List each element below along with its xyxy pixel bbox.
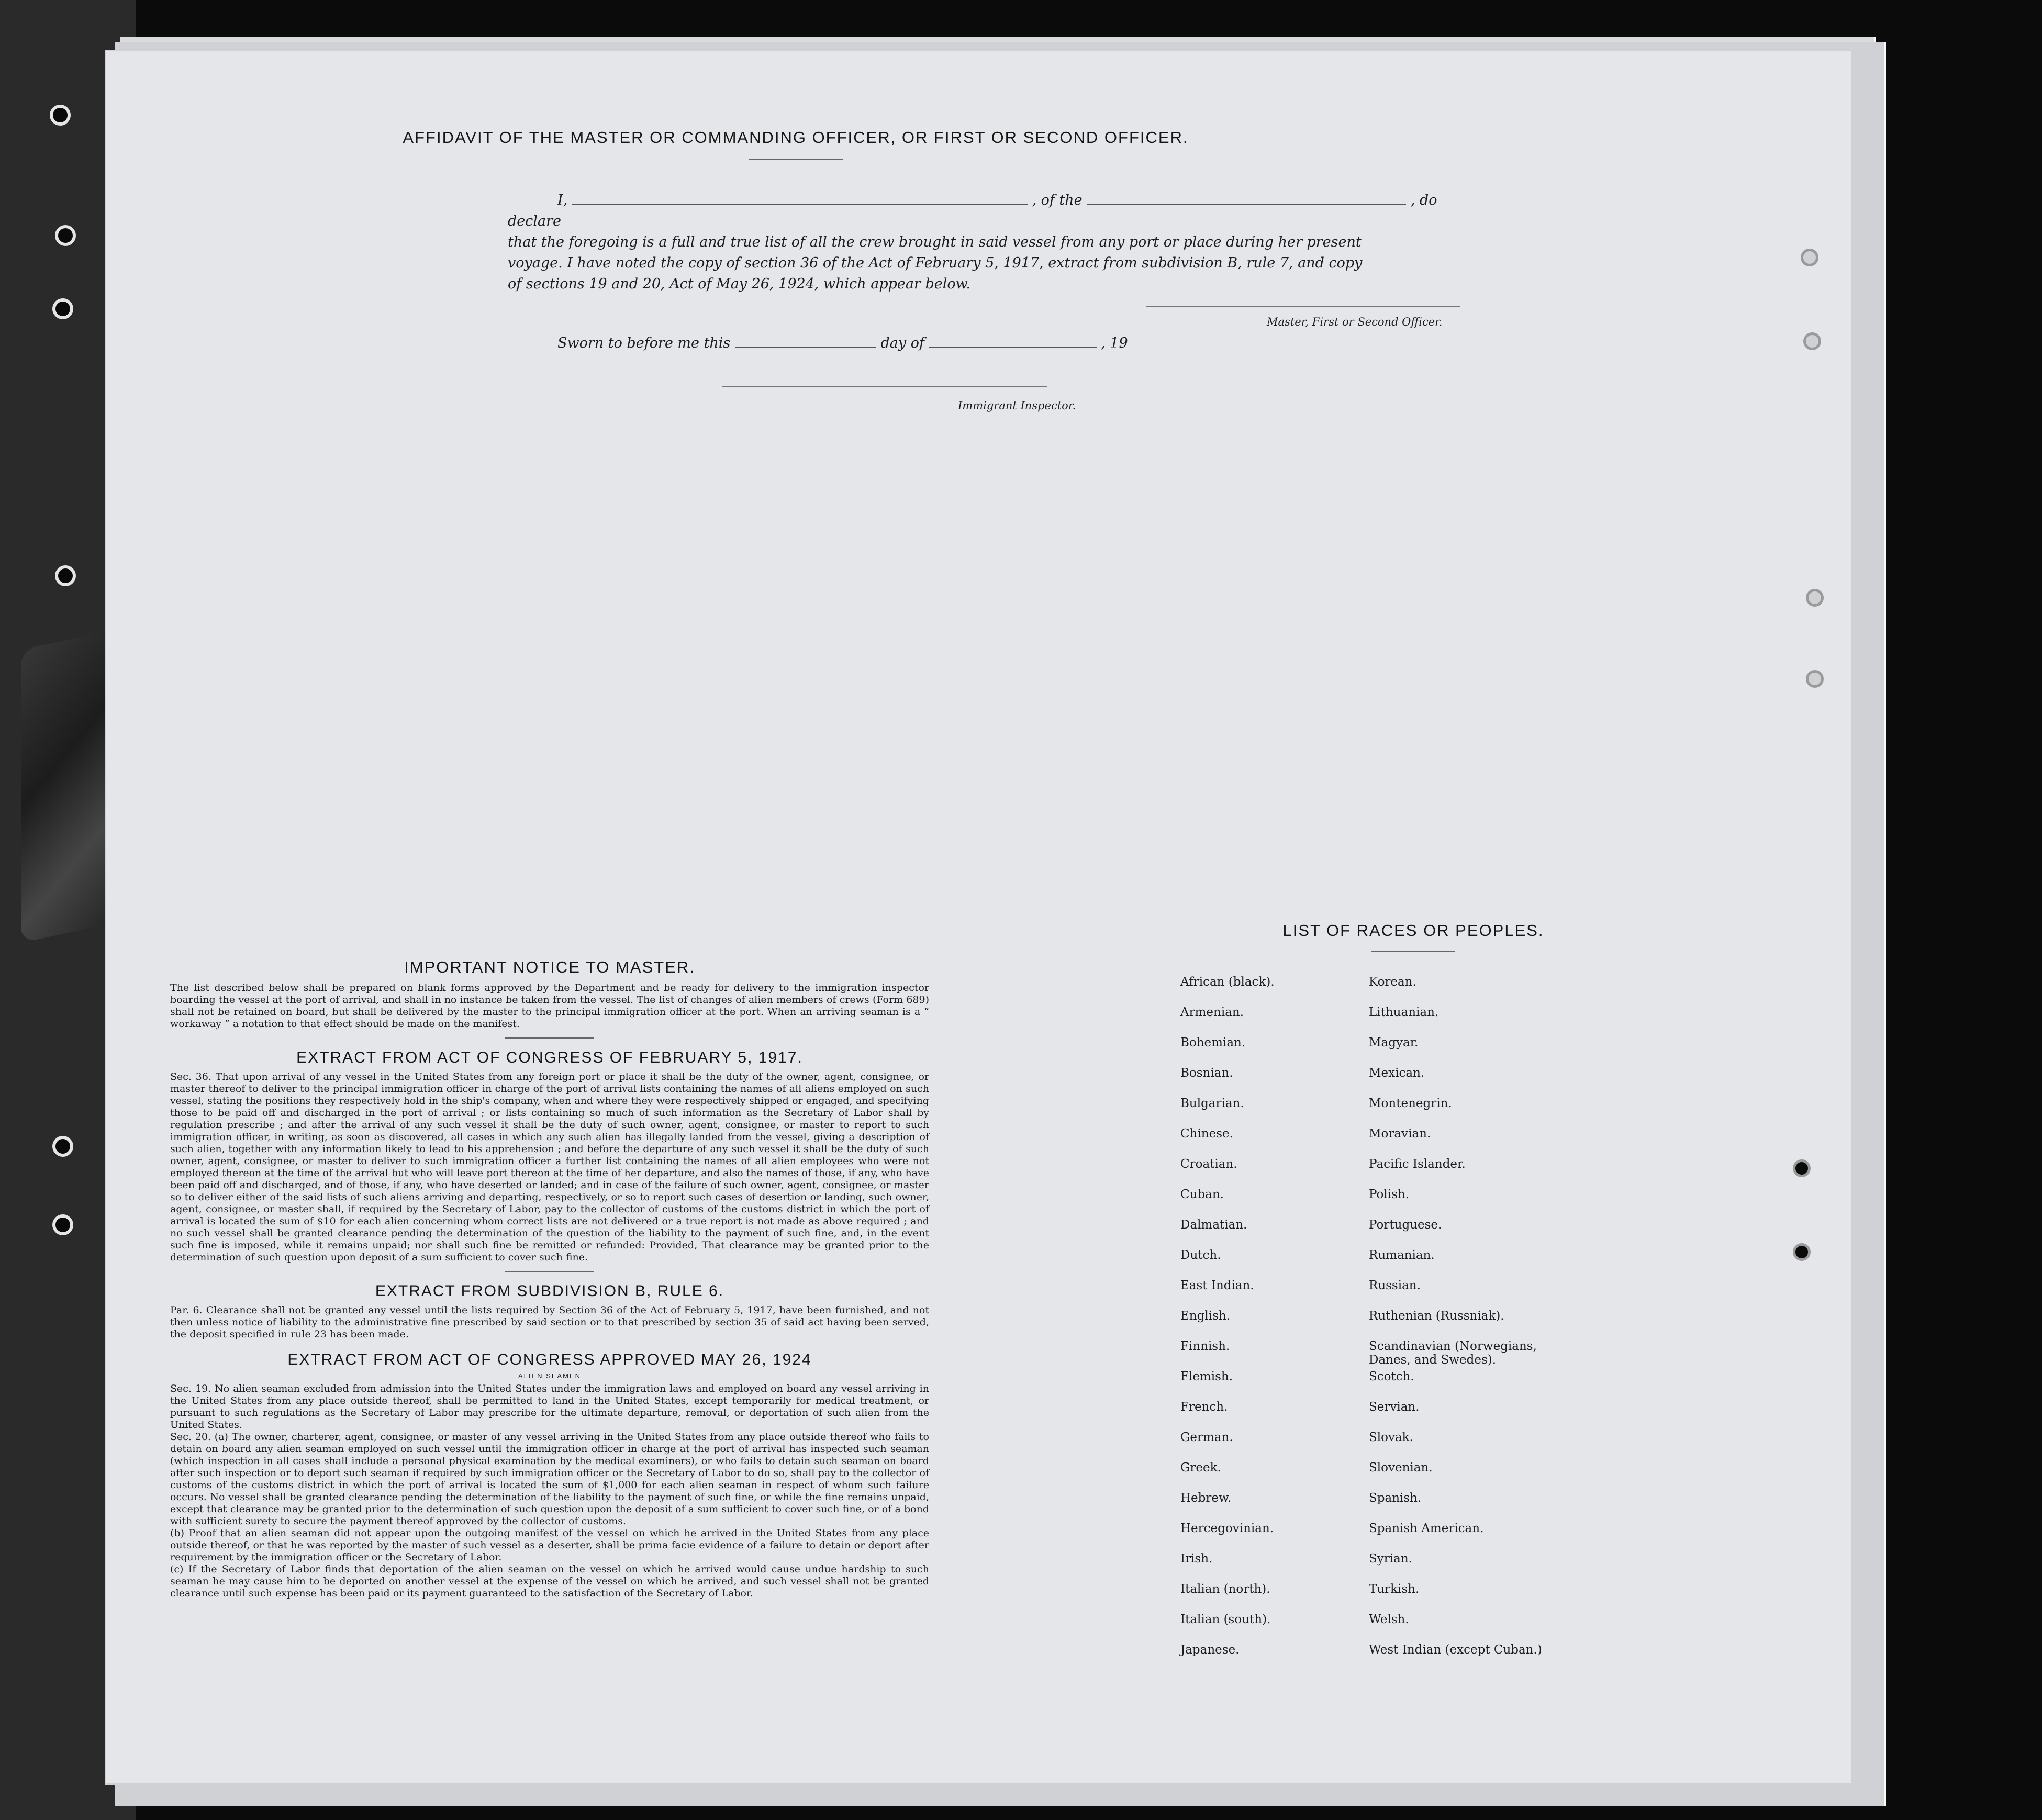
extract-rule6-heading: EXTRACT FROM SUBDIVISION B, RULE 6. <box>375 1282 724 1300</box>
divider <box>505 1037 594 1039</box>
race-item: Greek. <box>1180 1461 1221 1475</box>
race-item: African (black). <box>1180 975 1275 989</box>
race-item: Flemish. <box>1180 1370 1233 1383</box>
name-blank <box>572 204 1028 205</box>
race-item: Italian (south). <box>1180 1613 1271 1626</box>
race-item: Italian (north). <box>1180 1582 1270 1596</box>
inspector-label: Immigrant Inspector. <box>958 399 1076 412</box>
master-signature-label: Master, First or Second Officer. <box>1267 316 1443 328</box>
binder-hole <box>52 1136 73 1157</box>
race-item: Pacific Islander. <box>1369 1157 1466 1171</box>
legal-notices <box>170 958 929 1600</box>
sworn-label: Sworn to before me this <box>557 335 731 351</box>
affidavit-heading: AFFIDAVIT OF THE MASTER OR COMMANDING OFFICER, OR FIRST OR SECOND OFFICER. <box>403 128 1189 147</box>
i-label: I, <box>557 192 568 208</box>
race-item: East Indian. <box>1180 1279 1254 1292</box>
inspector-signature-line <box>722 386 1047 387</box>
divider <box>1371 951 1455 952</box>
extract-1924-heading: EXTRACT FROM ACT OF CONGRESS APPROVED MAY 26, 1924 <box>287 1351 812 1368</box>
sec19-text: Sec. 19. No alien seaman excluded from admission into the United States under the immigration laws and employed on board any vessel arriving in the United States from any place outside thereof, shall be permitted to land in the United States, except temporarily for medical treatment, or pursuant to such regulations as the Secretary of Labor may prescribe for the ultimate departure, removal, or deportation of such alien from the United States. <box>170 1383 929 1431</box>
race-item: Montenegrin. <box>1369 1097 1452 1110</box>
race-item: German. <box>1180 1431 1233 1444</box>
master-signature-line <box>1146 306 1460 307</box>
affidavit-section <box>105 128 1487 160</box>
affidavit-text-line: voyage. I have noted the copy of section 36 of the Act of February 5, 1917, extract from subdivision B, rule 7, and copy <box>508 255 1363 271</box>
race-item: Portuguese. <box>1369 1218 1442 1232</box>
race-item: Hercegovinian. <box>1180 1522 1274 1535</box>
affidavit-text-line: of sections 19 and 20, Act of May 26, 1924, which appear below. <box>508 276 971 292</box>
race-item: Irish. <box>1180 1552 1213 1566</box>
sworn-line <box>557 335 1128 351</box>
month-blank <box>929 347 1097 348</box>
do-declare-label: , do declare <box>508 192 1437 229</box>
page-hole <box>1793 1243 1811 1261</box>
race-item: Scotch. <box>1369 1370 1414 1383</box>
race-item: Welsh. <box>1369 1613 1409 1626</box>
races-left-column <box>1180 975 1275 1673</box>
race-item: Hebrew. <box>1180 1491 1232 1505</box>
race-item: Dutch. <box>1180 1248 1221 1262</box>
page-hole <box>1803 332 1821 350</box>
race-item: Ruthenian (Russniak). <box>1369 1309 1504 1323</box>
race-item: Bosnian. <box>1180 1066 1233 1080</box>
race-item: Slovenian. <box>1369 1461 1433 1475</box>
race-item: Slovak. <box>1369 1431 1413 1444</box>
race-item: Spanish. <box>1369 1491 1422 1505</box>
race-item: Bulgarian. <box>1180 1097 1244 1110</box>
races-heading: LIST OF RACES OR PEOPLES. <box>1282 921 1544 940</box>
divider <box>749 159 843 160</box>
race-item: Japanese. <box>1180 1643 1240 1657</box>
manifest-page <box>105 50 1853 1785</box>
race-item: Rumanian. <box>1369 1248 1435 1262</box>
sec20c-text: (c) If the Secretary of Labor finds that deportation of the alien seaman on the vessel on which he arrived would cause undue hardship to such seaman he may cause him to be deported on another vessel at the expense of the vessel on which he arrived, and such vessel shall not be granted clearance until such expense has been paid or its payment guaranteed to the satisfaction of the Secretary of Labor. <box>170 1564 929 1599</box>
sec20b-text: (b) Proof that an alien seaman did not appear upon the outgoing manifest of the vessel on which he arrived in the United States from any place outside thereof, or that he was reported by the master of such vessel as a deserter, shall be prima facie evidence of a failure to detain or deport after requirement by the immigration officer or the Secretary of Labor. <box>170 1527 929 1563</box>
day-of-label: day of <box>880 335 924 351</box>
extract-rule6-text: Par. 6. Clearance shall not be granted any vessel until the lists required by Section 36 of the Act of February 5, 1917, have been furnished, and not then unless notice of liability to the administrative fine prescribed by said section or to that prescribed by section 35 of said act having been served, the deposit specified in rule 23 has been made. <box>170 1304 929 1340</box>
race-item: Polish. <box>1369 1188 1410 1201</box>
race-item: English. <box>1180 1309 1230 1323</box>
divider <box>505 1271 594 1272</box>
race-item: French. <box>1180 1400 1228 1414</box>
sec20a-text: Sec. 20. (a) The owner, charterer, agent, consignee, or master of any vessel arriving in the United States from any place outside thereof who fails to detain on board any alien seaman employed on such vessel until the immigration officer in charge at the port of arrival has inspected such seaman (which inspection in all cases shall include a personal physical examination by the medical examiners), or who fails to detain such seaman on board after such inspection or to deport such seaman if required by such immigration officer or the Secretary of Labor to do so, shall pay to the collector of customs of the customs district in which the port of arrival is located the sum of $1,000 for each alien seaman in respect of whom such failure occurs. No vessel shall be granted clearance pending the determination of the liability to the payment of such fine, or while the fine remains unpaid, except that clearance may be granted prior to the determination of such question upon the deposit of a sum sufficient to cover such fine, or of a bond with sufficient surety to secure the payment thereof approved by the collector of customs. <box>170 1431 929 1527</box>
alien-seamen-subheading: ALIEN SEAMEN <box>518 1372 582 1380</box>
race-item: Mexican. <box>1369 1066 1425 1080</box>
race-item: West Indian (except Cuban.) <box>1369 1643 1542 1657</box>
page-hole <box>1806 589 1824 607</box>
race-item: Croatian. <box>1180 1157 1237 1171</box>
binder-hole <box>55 565 76 586</box>
page-hole <box>1793 1159 1811 1177</box>
vessel-blank <box>1087 204 1406 205</box>
year-label: , 19 <box>1101 335 1128 351</box>
binder-hole <box>52 1214 73 1235</box>
race-item: Syrian. <box>1369 1552 1412 1566</box>
race-item: Scandinavian (Norwegians, Danes, and Swedes). <box>1369 1339 1537 1367</box>
declaration-line <box>508 190 1481 232</box>
affidavit-body <box>508 190 1481 295</box>
extract-1917-text: Sec. 36. That upon arrival of any vessel in the United States from any foreign port or place it shall be the duty of the owner, agent, consignee, or master thereof to deliver to the principal immigration officer in charge of the port of arrival lists containing the names of all aliens employed on such vessel, stating the positions they respectively hold in the ship's company, when and where they were respectively shipped or engaged, and specifying those to be paid off and discharged in the port of arrival ; or lists containing so much of such information as the Secretary of Labor shall by regulation prescribe ; and after the arrival of any such vessel it shall be the duty of such owner, agent, consignee, or master to report to such immigration officer, in writing, as soon as discovered, all cases in which any such alien has illegally landed from the vessel, giving a description of such alien, together with any information likely to lead to his apprehension ; and before the departure of any such vessel it shall be the duty of such owner, agent, consignee, or master to deliver to such immigration officer a further list containing the names of all alien employees who were not employed thereon at the time of the arrival but who will leave port thereon at the time of her departure, and also the names of those, if any, who have been paid off and discharged, and of those, if any, who have deserted or landed; and in case of the failure of such owner, agent, consignee, or master so to deliver either of the said lists of such aliens arriving and departing, respectively, or so to report such cases of desertion or landing, such owner, agent, consignee, or master shall, if required by the Secretary of Labor, pay to the collector of customs of the customs district in which the port of arrival is located the sum of $10 for each alien concerning whom correct lists are not delivered or a true report is not made as above required ; and no such vessel shall be granted clearance pending the determination of the question of the liability to the payment of such fine, and, in the event such fine is imposed, while it remains unpaid; nor shall such fine be remitted or refunded: Provided, That clearance may be granted prior to the determination of such question upon deposit of a sum sufficient to cover such fine. <box>170 1071 929 1263</box>
races-right-column <box>1369 975 1542 1673</box>
binder-hole <box>52 298 73 319</box>
binder-hole <box>50 105 71 126</box>
race-item: Lithuanian. <box>1369 1006 1439 1019</box>
extract-1917-heading: EXTRACT FROM ACT OF CONGRESS OF FEBRUARY 5, 1917. <box>296 1049 803 1066</box>
race-item: Bohemian. <box>1180 1036 1246 1049</box>
race-item: Servian. <box>1369 1400 1420 1414</box>
race-item: Magyar. <box>1369 1036 1419 1049</box>
race-item: Moravian. <box>1369 1127 1431 1141</box>
race-item: Russian. <box>1369 1279 1421 1292</box>
of-the-label: , of the <box>1032 192 1083 208</box>
notice-heading: IMPORTANT NOTICE TO MASTER. <box>404 958 695 976</box>
race-item: Cuban. <box>1180 1188 1224 1201</box>
race-item: Dalmatian. <box>1180 1218 1247 1232</box>
binder-hole <box>55 225 76 246</box>
race-item: Armenian. <box>1180 1006 1244 1019</box>
affidavit-text-line: that the foregoing is a full and true list of all the crew brought in said vessel from any port or place during her present <box>508 234 1362 250</box>
notice-text: The list described below shall be prepared on blank forms approved by the Department and be ready for delivery to the immigration inspector boarding the vessel at the port of arrival, and shall in no instance be taken from the vessel. The list of changes of alien members of crews (Form 689) shall not be retained on board, but shall be delivered by the master to the principal immigration officer at the port. When an arriving seaman is a “ workaway ” a notation to that effect should be made on the manifest. <box>170 982 929 1030</box>
race-item: Chinese. <box>1180 1127 1233 1141</box>
day-blank <box>735 347 876 348</box>
races-section <box>1152 921 1675 952</box>
race-item: Turkish. <box>1369 1582 1420 1596</box>
race-item: Spanish American. <box>1369 1522 1484 1535</box>
race-item: Korean. <box>1369 975 1416 989</box>
race-item: Finnish. <box>1180 1339 1230 1353</box>
page-hole <box>1801 249 1818 266</box>
page-hole <box>1806 670 1824 688</box>
